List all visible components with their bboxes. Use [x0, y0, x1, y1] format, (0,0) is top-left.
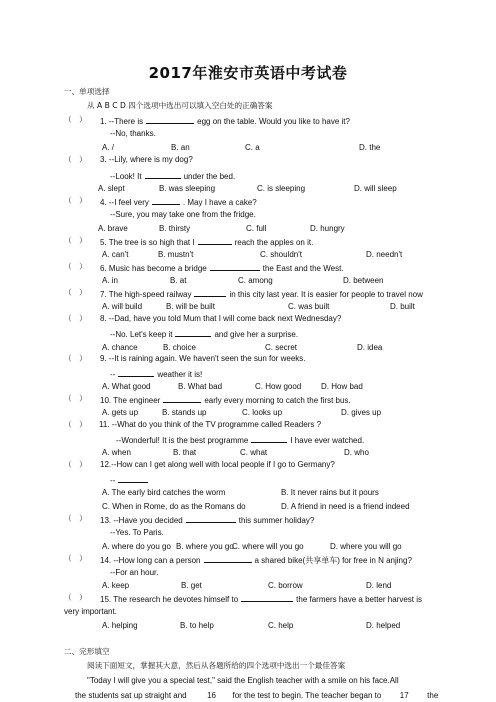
- answer-paren: （ ）: [64, 420, 87, 429]
- answer-blank: [146, 116, 194, 124]
- answer-blank: [152, 197, 180, 205]
- stem-text: 12.--How can I get along well with local people if I go to Germany?: [100, 460, 335, 469]
- option-c: C. shouldn't: [260, 250, 302, 259]
- reply-text: --: [110, 370, 116, 379]
- option-a: A. will build: [102, 302, 143, 311]
- option-b: B. mustn't: [158, 250, 194, 259]
- question-stem: [99, 421, 321, 429]
- option-a: A. in: [102, 276, 119, 285]
- stem-text: this summer holiday?: [238, 516, 315, 525]
- dialogue-reply: [110, 171, 235, 181]
- option-d: D. How bad: [321, 382, 363, 391]
- option-c: C. full: [246, 224, 267, 233]
- question-stem: [100, 116, 350, 126]
- dialogue-reply: [110, 329, 298, 339]
- stem-text: in this city last year. It is easier for people to travel now: [229, 290, 423, 299]
- option-d: D. helped: [366, 621, 401, 630]
- option-c: C. borrow: [268, 581, 303, 590]
- stem-text: early every morning to catch the first bus.: [204, 396, 351, 405]
- reply-text: --Wonderful! It is the best programme: [116, 436, 249, 445]
- answer-paren: （ ）: [64, 554, 87, 563]
- option-b: B. thirsty: [159, 224, 191, 233]
- answer-blank: [163, 395, 201, 403]
- section1-heading: 一、单项选择: [64, 87, 110, 96]
- question-stem: [100, 594, 422, 604]
- answer-paren: （ ）: [64, 394, 87, 403]
- dialogue-reply: --For an hour.: [110, 568, 159, 577]
- stem-text: 4. --I feel very: [100, 198, 149, 207]
- option-a: A. brave: [98, 224, 128, 233]
- passage-line-2: [75, 691, 439, 700]
- option-b: B. It never rains but it pours: [281, 488, 379, 497]
- answer-blank: [186, 515, 236, 523]
- option-b: B. get: [181, 581, 202, 590]
- stem-text: 3. --Lily, where is my dog?: [100, 155, 193, 164]
- answer-paren: （ ）: [64, 288, 87, 297]
- option-d: D. needn't: [366, 250, 403, 259]
- stem-text: 13. --Have you decided: [100, 516, 183, 525]
- answer-paren: （ ）: [64, 314, 87, 323]
- option-a: A. /: [102, 143, 115, 152]
- option-d: D. built: [390, 302, 415, 311]
- option-d: D. between: [343, 276, 384, 285]
- answer-paren: （ ）: [64, 236, 87, 245]
- question-stem: [100, 555, 412, 565]
- question-stem: [100, 461, 335, 469]
- option-c: C. How good: [255, 382, 302, 391]
- option-c: C. is sleeping: [257, 184, 306, 193]
- section1-instruction: 从 A B C D 四个选项中选出可以填入空白处的正确答案: [87, 101, 273, 110]
- option-b: B. at: [170, 276, 187, 285]
- option-a: A. where do you go: [102, 542, 171, 551]
- answer-blank: [204, 555, 252, 563]
- option-c: C. looks up: [242, 408, 283, 417]
- option-d: D. idea: [357, 343, 383, 352]
- reply-text: under the bed.: [183, 172, 236, 181]
- answer-blank: [241, 594, 293, 602]
- passage-text: for the test to begin. The teacher began to: [232, 691, 382, 700]
- stem-text: 7. The high-speed railway: [100, 290, 192, 299]
- option-c: C. where will you go: [232, 542, 304, 551]
- stem-continuation: very important.: [64, 607, 117, 616]
- option-a: A. chance: [102, 343, 138, 352]
- option-c: C. When in Rome, do as the Romans do: [102, 502, 246, 511]
- option-a: A. What good: [102, 382, 151, 391]
- passage-line-1: "Today I will give you a special test," said the English teacher with a smile on his face.All: [87, 676, 399, 685]
- option-d: D. where you will go: [330, 542, 402, 551]
- question-stem: [100, 156, 193, 164]
- stem-text: 1. --There is: [100, 117, 144, 126]
- option-b: B. will be built: [166, 302, 215, 311]
- stem-text: reach the apples on it.: [234, 238, 314, 247]
- question-stem: [100, 237, 313, 247]
- answer-blank: [251, 435, 287, 443]
- option-a: A. keep: [102, 581, 130, 590]
- section2-heading: 二、完形填空: [64, 647, 110, 656]
- blank-number: 17: [399, 691, 409, 700]
- option-b: B. to help: [180, 621, 214, 630]
- question-stem: [100, 315, 341, 323]
- option-c: C. secret: [265, 343, 298, 352]
- answer-paren: （ ）: [64, 262, 87, 271]
- stem-text: 10. The engineer: [100, 396, 161, 405]
- answer-paren: （ ）: [64, 196, 87, 205]
- option-d: D. A friend in need is a friend indeed: [281, 502, 410, 511]
- option-a: A. gets up: [102, 408, 139, 417]
- stem-text: 14. --How long can a person: [100, 556, 201, 565]
- passage-text: the students sat up straight and: [75, 691, 187, 700]
- question-stem: [100, 289, 423, 299]
- option-d: D. gives up: [341, 408, 382, 417]
- answer-paren: （ ）: [64, 354, 87, 363]
- answer-blank: [210, 263, 260, 271]
- answer-paren: （ ）: [64, 155, 87, 164]
- option-a: A. when: [102, 448, 131, 457]
- stem-text: egg on the table. Would you like to have it?: [197, 117, 350, 126]
- question-stem: [100, 355, 306, 363]
- stem-text: a shared bike(共享单车) for free in N anjing?: [254, 556, 412, 565]
- option-c: C. among: [238, 276, 273, 285]
- dialogue-reply: [110, 475, 151, 485]
- answer-paren: （ ）: [64, 514, 87, 523]
- reply-text: --Look! It: [110, 172, 142, 181]
- option-b: B. that: [173, 448, 197, 457]
- answer-blank: [145, 171, 181, 179]
- option-c: C. what: [240, 448, 268, 457]
- option-a: A. can't: [102, 250, 129, 259]
- option-c: C. a: [245, 143, 260, 152]
- dialogue-reply: --Yes. To Paris.: [110, 528, 164, 537]
- stem-text: 15. The research he devotes himself to: [100, 595, 239, 604]
- reply-text: --: [110, 476, 116, 485]
- answer-blank: [118, 369, 154, 377]
- option-d: D. who: [344, 448, 369, 457]
- stem-text: 8. --Dad, have you told Mum that I will come back next Wednesday?: [100, 314, 342, 323]
- question-stem: [100, 395, 351, 405]
- stem-text: the East and the West.: [262, 264, 344, 273]
- option-b: B. where you go: [176, 542, 234, 551]
- option-a: A. helping: [102, 621, 138, 630]
- page-title: 2017年淮安市英语中考试卷: [148, 64, 348, 82]
- answer-blank: [175, 329, 211, 337]
- question-stem: [100, 263, 344, 273]
- dialogue-reply: [116, 435, 364, 445]
- passage-text: the: [427, 691, 439, 700]
- option-b: B. choice: [163, 343, 196, 352]
- answer-paren: （ ）: [64, 115, 87, 124]
- question-stem: [100, 515, 314, 525]
- answer-blank: [194, 289, 226, 297]
- option-c: C. was built: [288, 302, 330, 311]
- question-stem: [100, 197, 257, 207]
- option-c: C. help: [268, 621, 294, 630]
- option-d: D. hungry: [310, 224, 345, 233]
- option-d: D. the: [359, 143, 381, 152]
- reply-text: --No. Let's keep it: [110, 330, 173, 339]
- stem-text: 5. The tree is so high that I: [100, 238, 195, 247]
- option-a: A. The early bird catches the worm: [102, 488, 226, 497]
- answer-blank: [118, 475, 148, 483]
- stem-text: the farmers have a better harvest is: [296, 595, 422, 604]
- answer-blank: [198, 237, 232, 245]
- option-d: D. will sleep: [354, 184, 397, 193]
- stem-text: 11. --What do you think of the TV programme called Readers ?: [99, 420, 322, 429]
- reply-text: and give her a surprise.: [214, 330, 299, 339]
- dialogue-reply: --Sure, you may take one from the fridge.: [110, 210, 256, 219]
- option-d: D. lend: [366, 581, 392, 590]
- option-a: A. slept: [98, 184, 125, 193]
- stem-text: 9. --It is raining again. We haven't seen the sun for weeks.: [100, 354, 306, 363]
- reply-text: I have ever watched.: [290, 436, 365, 445]
- option-b: B. was sleeping: [159, 184, 216, 193]
- option-b: B. stands up: [162, 408, 207, 417]
- answer-paren: （ ）: [64, 593, 87, 602]
- stem-text: 6. Music has become a bridge: [100, 264, 207, 273]
- section2-instruction: 阅读下面短文，掌握其大意，然后从各题所给的四个选项中选出一个最佳答案: [87, 661, 346, 670]
- dialogue-reply: --No, thanks.: [110, 129, 156, 138]
- answer-paren: （ ）: [64, 460, 87, 469]
- blank-number: 16: [207, 691, 217, 700]
- reply-text: weather it is!: [157, 370, 203, 379]
- dialogue-reply: [110, 369, 202, 379]
- option-b: B. What bad: [178, 382, 223, 391]
- option-b: B. an: [171, 143, 190, 152]
- stem-text: . May I have a cake?: [182, 198, 257, 207]
